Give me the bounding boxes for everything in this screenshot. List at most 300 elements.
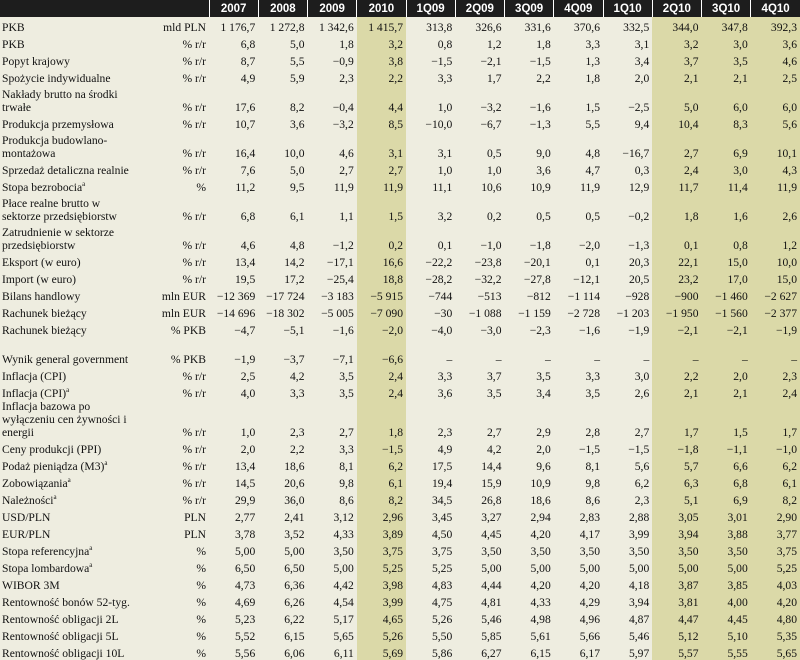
- row-label: [0, 439, 140, 456]
- table-cell: −3,7: [258, 337, 307, 366]
- table-cell: 13,4: [209, 456, 258, 473]
- table-cell: 5,65: [308, 626, 357, 643]
- table-cell: 5,00: [702, 558, 751, 575]
- row-label: [0, 17, 140, 34]
- table-cell: −7 090: [357, 303, 406, 320]
- table-cell: 4,73: [209, 575, 258, 592]
- row-label-text: Rachunek bieżący: [2, 307, 87, 320]
- table-cell: 16,6: [357, 252, 406, 269]
- table-cell: 0,8: [702, 223, 751, 252]
- table-cell: 4,54: [308, 592, 357, 609]
- row-unit: %: [140, 626, 209, 643]
- table-cell: 3,0: [603, 366, 652, 383]
- table-cell: 6,1: [357, 473, 406, 490]
- column-header: 4Q09: [554, 0, 603, 17]
- table-cell: 11,4: [702, 177, 751, 194]
- table-cell: 2,4: [751, 383, 800, 400]
- row-unit: %: [140, 558, 209, 575]
- table-cell: 0,2: [357, 223, 406, 252]
- table-cell: 2,2: [652, 366, 701, 383]
- table-cell: 1 342,6: [308, 17, 357, 34]
- table-cell: 5,23: [209, 609, 258, 626]
- row-label-text: Produkcja przemysłowa: [2, 118, 114, 131]
- table-cell: 3,6: [751, 34, 800, 51]
- table-cell: 2,1: [702, 68, 751, 85]
- table-cell: 5,00: [209, 541, 258, 558]
- table-cell: −20,1: [505, 252, 554, 269]
- table-cell: 20,3: [603, 252, 652, 269]
- table-cell: 1,0: [406, 160, 455, 177]
- row-label: [0, 114, 140, 131]
- table-cell: −744: [406, 286, 455, 303]
- table-cell: 11,9: [554, 177, 603, 194]
- table-cell: 1 176,7: [209, 17, 258, 34]
- row-unit: % r/r: [140, 400, 209, 439]
- table-cell: 3,50: [554, 541, 603, 558]
- row-label-text: Należności: [2, 494, 54, 507]
- row-unit: % r/r: [140, 160, 209, 177]
- table-cell: 5,61: [505, 626, 554, 643]
- row-label-text: Rentowność obligacji 10L: [2, 647, 125, 660]
- table-cell: 2,3: [751, 366, 800, 383]
- table-cell: 5,46: [603, 626, 652, 643]
- table-cell: 4,87: [603, 609, 652, 626]
- row-unit: % r/r: [140, 473, 209, 490]
- table-cell: 12,9: [603, 177, 652, 194]
- row-label: [0, 194, 140, 223]
- table-cell: −22,2: [406, 252, 455, 269]
- row-unit: % r/r: [140, 194, 209, 223]
- table-cell: −17,1: [308, 252, 357, 269]
- table-cell: 5,46: [455, 609, 504, 626]
- table-cell: 2,4: [357, 383, 406, 400]
- table-cell: 5,25: [357, 558, 406, 575]
- table-cell: 5,57: [652, 643, 701, 660]
- table-cell: 347,8: [702, 17, 751, 34]
- table-cell: 10,9: [505, 473, 554, 490]
- table-cell: –: [751, 337, 800, 366]
- table-cell: 3,4: [603, 51, 652, 68]
- row-unit: % r/r: [140, 114, 209, 131]
- column-header: 2010: [357, 0, 406, 17]
- table-cell: 9,4: [603, 114, 652, 131]
- table-cell: 6,26: [258, 592, 307, 609]
- row-unit: % r/r: [140, 456, 209, 473]
- table-cell: 1,6: [702, 194, 751, 223]
- table-cell: 2,0: [603, 68, 652, 85]
- footnote-marker: a: [66, 386, 70, 395]
- table-cell: −1,5: [505, 51, 554, 68]
- row-unit: % PKB: [140, 337, 209, 366]
- table-cell: 1 272,8: [258, 17, 307, 34]
- table-cell: 3,05: [652, 507, 701, 524]
- table-cell: 8,2: [357, 490, 406, 507]
- header-row: [0, 0, 800, 17]
- table-cell: −18 302: [258, 303, 307, 320]
- table-cell: 5,00: [455, 558, 504, 575]
- table-cell: 3,2: [652, 34, 701, 51]
- table-cell: 4,42: [308, 575, 357, 592]
- footnote-marker: a: [82, 180, 86, 189]
- table-row: [0, 439, 800, 456]
- table-cell: 6,9: [702, 131, 751, 160]
- table-cell: 3,50: [455, 541, 504, 558]
- table-cell: 3,50: [505, 541, 554, 558]
- row-label: [0, 592, 140, 609]
- table-cell: 11,9: [308, 177, 357, 194]
- table-cell: 3,7: [455, 366, 504, 383]
- table-cell: −1,6: [505, 85, 554, 114]
- table-cell: 4,3: [751, 160, 800, 177]
- table-cell: 6,50: [258, 558, 307, 575]
- table-cell: 2,94: [505, 507, 554, 524]
- table-cell: 11,9: [357, 177, 406, 194]
- table-cell: 4,69: [209, 592, 258, 609]
- table-cell: 10,0: [258, 131, 307, 160]
- table-cell: −1,9: [751, 320, 800, 337]
- table-row: [0, 383, 800, 400]
- column-header: 2Q09: [455, 0, 504, 17]
- column-header: 3Q10: [702, 0, 751, 17]
- table-cell: 5,26: [357, 626, 406, 643]
- table-cell: −1,1: [702, 439, 751, 456]
- table-cell: −17 724: [258, 286, 307, 303]
- table-cell: 313,8: [406, 17, 455, 34]
- row-label-text: Eksport (w euro): [2, 256, 81, 269]
- table-cell: −928: [603, 286, 652, 303]
- row-label: [0, 383, 140, 400]
- table-cell: 9,6: [505, 456, 554, 473]
- table-cell: 2,2: [258, 439, 307, 456]
- table-cell: 1,8: [357, 400, 406, 439]
- table-cell: 1,7: [652, 400, 701, 439]
- table-cell: 1,7: [751, 400, 800, 439]
- table-cell: 5,0: [258, 160, 307, 177]
- table-cell: 4,29: [554, 592, 603, 609]
- table-cell: 10,1: [751, 131, 800, 160]
- table-cell: 5,0: [652, 85, 701, 114]
- table-cell: −1,8: [505, 223, 554, 252]
- table-cell: 8,3: [702, 114, 751, 131]
- row-unit: % r/r: [140, 223, 209, 252]
- table-cell: 34,5: [406, 490, 455, 507]
- table-cell: −2,1: [455, 51, 504, 68]
- table-cell: 13,4: [209, 252, 258, 269]
- row-unit: mln EUR: [140, 303, 209, 320]
- table-cell: 5,25: [751, 558, 800, 575]
- table-cell: 6,27: [455, 643, 504, 660]
- table-cell: 20,6: [258, 473, 307, 490]
- table-cell: 4,7: [554, 160, 603, 177]
- row-unit: % r/r: [140, 269, 209, 286]
- row-label-text: Płace realne brutto w sektorze przedsiębiorstw: [2, 197, 117, 223]
- table-cell: 3,3: [406, 68, 455, 85]
- table-cell: −3,0: [455, 320, 504, 337]
- table-row: [0, 85, 800, 114]
- table-cell: 26,8: [455, 490, 504, 507]
- table-cell: −1 203: [603, 303, 652, 320]
- table-cell: 5,65: [751, 643, 800, 660]
- table-cell: −12 369: [209, 286, 258, 303]
- table-cell: 370,6: [554, 17, 603, 34]
- table-cell: 14,5: [209, 473, 258, 490]
- table-cell: −1,9: [603, 320, 652, 337]
- table-cell: 3,3: [406, 366, 455, 383]
- table-cell: 3,5: [308, 383, 357, 400]
- table-cell: 5,50: [406, 626, 455, 643]
- table-cell: 9,8: [308, 473, 357, 490]
- table-cell: 3,88: [702, 524, 751, 541]
- row-label: [0, 68, 140, 85]
- table-cell: –: [455, 337, 504, 366]
- table-cell: 3,1: [603, 34, 652, 51]
- table-cell: −2,0: [554, 223, 603, 252]
- table-cell: 2,7: [357, 160, 406, 177]
- table-cell: 5,6: [603, 456, 652, 473]
- table-cell: 14,2: [258, 252, 307, 269]
- row-unit: % r/r: [140, 131, 209, 160]
- table-row: [0, 286, 800, 303]
- table-cell: 4,44: [455, 575, 504, 592]
- table-cell: 1,5: [554, 85, 603, 114]
- table-cell: 10,0: [751, 252, 800, 269]
- table-cell: 3,3: [258, 383, 307, 400]
- table-cell: 8,2: [258, 85, 307, 114]
- table-cell: −5,1: [258, 320, 307, 337]
- table-cell: 4,20: [554, 575, 603, 592]
- table-cell: 5,00: [554, 558, 603, 575]
- table-cell: 17,2: [258, 269, 307, 286]
- table-cell: 0,5: [505, 194, 554, 223]
- table-row: [0, 507, 800, 524]
- table-cell: 6,2: [603, 473, 652, 490]
- table-cell: 5,97: [603, 643, 652, 660]
- table-cell: 3,5: [554, 383, 603, 400]
- table-body: [0, 17, 800, 660]
- table-row: [0, 160, 800, 177]
- table-cell: 0,5: [455, 131, 504, 160]
- table-cell: 5,5: [554, 114, 603, 131]
- table-cell: 2,88: [603, 507, 652, 524]
- table-cell: 4,20: [505, 575, 554, 592]
- column-header: 2009: [308, 0, 357, 17]
- table-cell: 6,22: [258, 609, 307, 626]
- table-cell: 3,89: [357, 524, 406, 541]
- table-cell: 4,9: [406, 439, 455, 456]
- row-label: [0, 558, 140, 575]
- table-cell: 18,6: [258, 456, 307, 473]
- footnote-marker: a: [67, 476, 71, 485]
- table-row: [0, 473, 800, 490]
- table-cell: 2,3: [406, 400, 455, 439]
- row-label: [0, 507, 140, 524]
- table-cell: 3,7: [652, 51, 701, 68]
- table-cell: 4,45: [702, 609, 751, 626]
- table-cell: 11,7: [652, 177, 701, 194]
- table-cell: 5,00: [603, 558, 652, 575]
- table-cell: 0,2: [455, 194, 504, 223]
- table-cell: 5,6: [751, 114, 800, 131]
- table-cell: 332,5: [603, 17, 652, 34]
- table-cell: 5,1: [652, 490, 701, 507]
- table-cell: 3,75: [751, 541, 800, 558]
- table-cell: −1 950: [652, 303, 701, 320]
- table-cell: 4,83: [406, 575, 455, 592]
- table-cell: 4,20: [751, 592, 800, 609]
- row-unit: % r/r: [140, 366, 209, 383]
- table-cell: 7,6: [209, 160, 258, 177]
- table-cell: 2,5: [209, 366, 258, 383]
- table-cell: 5,17: [308, 609, 357, 626]
- table-cell: 5,9: [258, 68, 307, 85]
- table-cell: 2,1: [652, 68, 701, 85]
- table-cell: 3,52: [258, 524, 307, 541]
- row-label-text: Nakłady brutto na środki trwałe: [2, 88, 118, 114]
- table-cell: 14,4: [455, 456, 504, 473]
- table-cell: −27,8: [505, 269, 554, 286]
- row-unit: mld PLN: [140, 17, 209, 34]
- table-cell: 1,2: [455, 34, 504, 51]
- row-unit: %: [140, 575, 209, 592]
- table-cell: 6,8: [209, 34, 258, 51]
- table-cell: 2,3: [308, 68, 357, 85]
- table-cell: −513: [455, 286, 504, 303]
- table-cell: 2,8: [554, 400, 603, 439]
- table-cell: 3,3: [554, 34, 603, 51]
- table-cell: 4,45: [455, 524, 504, 541]
- table-cell: 3,1: [357, 131, 406, 160]
- table-cell: 326,6: [455, 17, 504, 34]
- table-row: [0, 366, 800, 383]
- table-cell: 4,8: [554, 131, 603, 160]
- row-label-text: Sprzedaż detaliczna realnie: [2, 164, 129, 177]
- row-label: [0, 609, 140, 626]
- row-label: [0, 524, 140, 541]
- table-cell: 3,50: [308, 541, 357, 558]
- table-cell: 2,83: [554, 507, 603, 524]
- table-cell: 1,3: [554, 51, 603, 68]
- table-cell: 3,3: [308, 439, 357, 456]
- table-cell: 2,7: [652, 131, 701, 160]
- table-cell: 1,8: [554, 68, 603, 85]
- row-label: [0, 252, 140, 269]
- table-cell: 10,6: [455, 177, 504, 194]
- table-cell: 1,8: [505, 34, 554, 51]
- table-row: [0, 17, 800, 34]
- table-cell: 4,00: [702, 592, 751, 609]
- table-cell: 1 415,7: [357, 17, 406, 34]
- table-row: [0, 68, 800, 85]
- table-cell: 4,2: [455, 439, 504, 456]
- table-row: [0, 223, 800, 252]
- column-header: 1Q10: [603, 0, 652, 17]
- table-cell: 2,1: [652, 383, 701, 400]
- table-cell: −14 696: [209, 303, 258, 320]
- table-cell: −5 915: [357, 286, 406, 303]
- table-cell: 2,90: [751, 507, 800, 524]
- row-label-text: PKB: [2, 21, 25, 34]
- table-cell: −900: [652, 286, 701, 303]
- row-label-text: Bilans handlowy: [2, 290, 81, 303]
- table-row: [0, 177, 800, 194]
- table-row: [0, 131, 800, 160]
- table-cell: 17,0: [702, 269, 751, 286]
- row-label-text: Zobowiązania: [2, 477, 68, 490]
- row-unit: % r/r: [140, 85, 209, 114]
- row-unit: % r/r: [140, 34, 209, 51]
- table-cell: 0,3: [603, 160, 652, 177]
- row-unit: % r/r: [140, 490, 209, 507]
- table-cell: −0,4: [308, 85, 357, 114]
- row-label: [0, 575, 140, 592]
- table-cell: −3 183: [308, 286, 357, 303]
- table-cell: −1,9: [209, 337, 258, 366]
- table-cell: 4,33: [505, 592, 554, 609]
- row-label-text: Popyt krajowy: [2, 55, 70, 68]
- row-label-text: USD/PLN: [2, 511, 51, 524]
- table-cell: −1,0: [455, 223, 504, 252]
- table-cell: 5,52: [209, 626, 258, 643]
- table-cell: 9,5: [258, 177, 307, 194]
- row-label-text: Produkcja budowlano-montażowa: [2, 134, 108, 160]
- table-cell: –: [554, 337, 603, 366]
- table-cell: 8,1: [308, 456, 357, 473]
- row-label: [0, 490, 140, 507]
- table-cell: 6,6: [702, 456, 751, 473]
- table-cell: 5,00: [258, 541, 307, 558]
- table-cell: 2,7: [308, 400, 357, 439]
- row-label-text: Rentowność bonów 52-tyg.: [2, 596, 130, 609]
- row-label-text: EUR/PLN: [2, 528, 51, 541]
- table-cell: −1,5: [554, 439, 603, 456]
- table-cell: 10,4: [652, 114, 701, 131]
- table-cell: 8,5: [357, 114, 406, 131]
- table-cell: 8,6: [308, 490, 357, 507]
- table-cell: 3,81: [652, 592, 701, 609]
- table-cell: 5,0: [258, 34, 307, 51]
- table-cell: 4,8: [258, 223, 307, 252]
- table-cell: 3,12: [308, 507, 357, 524]
- table-cell: 4,6: [209, 223, 258, 252]
- table-cell: −28,2: [406, 269, 455, 286]
- table-cell: 5,66: [554, 626, 603, 643]
- row-label: [0, 643, 140, 660]
- table-cell: 4,4: [357, 85, 406, 114]
- table-cell: 4,6: [751, 51, 800, 68]
- table-cell: 3,2: [357, 34, 406, 51]
- table-cell: 344,0: [652, 17, 701, 34]
- table-cell: 2,0: [505, 439, 554, 456]
- table-cell: 0,5: [554, 194, 603, 223]
- column-header: 3Q09: [505, 0, 554, 17]
- row-unit: % r/r: [140, 383, 209, 400]
- column-header: 1Q09: [406, 0, 455, 17]
- table-cell: 4,65: [357, 609, 406, 626]
- table-cell: 0,8: [406, 34, 455, 51]
- table-cell: 1,2: [751, 223, 800, 252]
- header-label-blank: [0, 0, 140, 17]
- row-label: [0, 473, 140, 490]
- table-cell: 2,77: [209, 507, 258, 524]
- table-cell: –: [702, 337, 751, 366]
- table-cell: 9,0: [505, 131, 554, 160]
- table-cell: 1,1: [308, 194, 357, 223]
- row-label-text: Ceny produkcji (PPI): [2, 443, 102, 456]
- table-cell: 3,98: [357, 575, 406, 592]
- row-label: [0, 366, 140, 383]
- table-row: [0, 456, 800, 473]
- table-cell: 2,2: [357, 68, 406, 85]
